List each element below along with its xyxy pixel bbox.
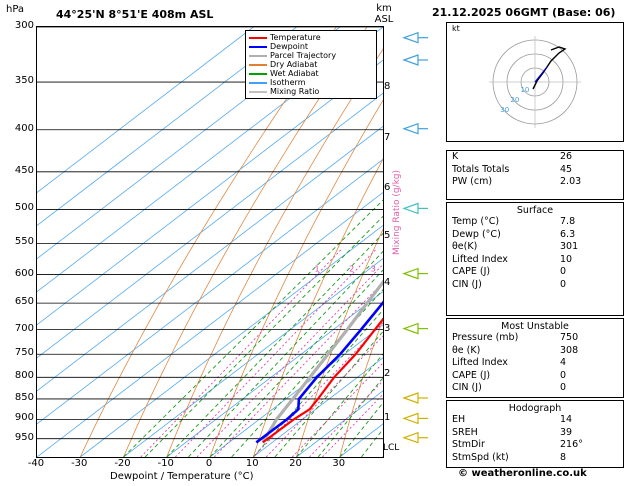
temp-tick-10: 10 (245, 458, 259, 469)
pressure-tick-600: 600 (14, 267, 34, 279)
legend-swatch (249, 55, 267, 57)
km-unit-label: km (376, 3, 392, 14)
legend-label: Mixing Ratio (270, 86, 320, 96)
temp-tick--30: -30 (71, 458, 88, 469)
row-value: 8 (560, 451, 567, 463)
asl-unit-label: ASL (374, 14, 394, 25)
row-label: θe (K) (452, 344, 481, 356)
table-row (447, 241, 623, 254)
pressure-tick-950: 950 (14, 431, 34, 443)
legend-swatch (249, 91, 267, 93)
legend-label: Dewpoint (270, 41, 309, 51)
pressure-tick-900: 900 (14, 412, 34, 424)
row-value: 216° (560, 439, 583, 450)
mixing-ratio-lines (141, 250, 383, 457)
temp-tick-20: 20 (289, 458, 302, 469)
temp-tick--10: -10 (157, 458, 174, 469)
km-tick-1: 1 (384, 411, 391, 423)
wind-barb (404, 55, 428, 65)
pressure-tick-850: 850 (14, 391, 34, 403)
km-tick-3: 3 (384, 323, 391, 335)
pressure-tick-450: 450 (14, 164, 34, 176)
legend-label: Parcel Trajectory (270, 50, 337, 60)
table-row (447, 254, 623, 267)
svg-text:3: 3 (370, 264, 376, 274)
table-row (447, 370, 623, 383)
wind-barb (404, 269, 428, 279)
row-label: CIN (J) (452, 382, 482, 393)
row-value: 14 (560, 414, 573, 425)
mixing-ratio-axis-label: Mixing Ratio (g/kg) (392, 169, 402, 255)
copyright-label: © weatheronline.co.uk (458, 468, 587, 479)
wind-barb (404, 124, 428, 134)
temp-tick--20: -20 (114, 458, 131, 469)
row-value: 0 (560, 266, 567, 277)
km-tick-8: 8 (384, 81, 391, 93)
row-value: 26 (560, 151, 573, 162)
row-value: 4 (560, 357, 567, 368)
pressure-tick-350: 350 (14, 75, 34, 87)
wind-barb (404, 393, 428, 403)
km-tick-4: 4 (384, 276, 391, 288)
km-tick-2: 2 (384, 368, 391, 380)
pressure-tick-500: 500 (14, 202, 34, 214)
table-row (447, 345, 623, 358)
panel-title: Most Unstable (501, 321, 569, 332)
table-row (447, 266, 623, 279)
pressure-tick-800: 800 (14, 370, 34, 382)
table-row (447, 414, 623, 427)
legend-label: Temperature (270, 32, 321, 42)
row-label: SREH (452, 426, 478, 438)
hodograph-svg (447, 23, 623, 141)
station-title: 44°25'N 8°51'E 408m ASL (56, 8, 214, 21)
svg-text:30: 30 (500, 106, 510, 115)
row-label: K (452, 151, 459, 162)
legend-label: Dry Adiabat (270, 59, 318, 69)
legend (245, 30, 377, 99)
row-value: 39 (560, 426, 573, 438)
row-label: Pressure (mb) (452, 332, 519, 343)
wind-barb (404, 324, 428, 334)
row-label: StmDir (452, 439, 485, 450)
xaxis-title: Dewpoint / Temperature (°C) (110, 471, 254, 482)
pressure-tick-300: 300 (14, 20, 34, 31)
surface-panel (446, 202, 624, 316)
indices-panel (446, 150, 624, 200)
row-value: 45 (560, 163, 573, 175)
row-value: 0 (560, 382, 567, 393)
km-tick-6: 6 (384, 181, 391, 193)
temp-tick-0: 0 (205, 458, 213, 469)
legend-swatch (249, 37, 267, 39)
row-label: StmSpd (kt) (452, 451, 509, 463)
table-row (447, 151, 623, 164)
row-label: Totals Totals (452, 163, 510, 175)
legend-item (249, 87, 373, 96)
legend-item (249, 69, 373, 78)
wind-barb (404, 413, 428, 423)
svg-text:1: 1 (314, 264, 320, 274)
row-value: 308 (560, 344, 579, 356)
row-label: PW (cm) (452, 176, 493, 187)
temp-tick-30: 30 (332, 458, 346, 469)
wind-barb (404, 203, 428, 213)
svg-text:10: 10 (520, 86, 530, 95)
km-tick-5: 5 (384, 229, 391, 241)
row-label: CAPE (J) (452, 266, 491, 277)
hodograph-panel (446, 400, 624, 468)
legend-swatch (249, 46, 267, 48)
table-row (447, 229, 623, 242)
svg-text:2: 2 (349, 264, 355, 274)
most-unstable-panel (446, 318, 624, 398)
table-row (447, 382, 623, 395)
pressure-tick-700: 700 (14, 322, 34, 334)
row-label: EH (452, 414, 466, 425)
pressure-unit-label: hPa (6, 4, 25, 15)
row-label: Dewp (°C) (452, 228, 501, 240)
row-label: Temp (°C) (452, 216, 500, 227)
row-value: 10 (560, 253, 573, 265)
row-value: 2.03 (560, 176, 582, 187)
row-label: Lifted Index (452, 253, 508, 265)
svg-text:20: 20 (510, 96, 520, 105)
row-value: 7.8 (560, 216, 576, 227)
table-row (447, 279, 623, 292)
table-row (447, 452, 623, 465)
lcl-label: LCL (383, 443, 400, 453)
row-label: Lifted Index (452, 357, 508, 368)
pressure-tick-400: 400 (14, 122, 34, 134)
row-value: 6.3 (560, 228, 576, 240)
temp-tick--40: -40 (27, 458, 45, 469)
legend-item (249, 33, 373, 42)
wind-barb (404, 433, 428, 443)
row-label: CIN (J) (452, 278, 482, 290)
hodograph-unit-label: kt (452, 24, 460, 33)
table-row (447, 164, 623, 177)
panel-title: Hodograph (508, 403, 562, 414)
table-row (447, 439, 623, 452)
wind-barb-column (398, 26, 442, 456)
legend-swatch (249, 82, 267, 84)
row-label: CAPE (J) (452, 369, 491, 381)
row-value: 750 (560, 332, 579, 343)
legend-swatch (249, 64, 267, 66)
legend-label: Wet Adiabat (270, 68, 319, 78)
table-row (447, 216, 623, 229)
table-row (447, 427, 623, 440)
row-value: 0 (560, 369, 567, 381)
panel-title: Surface (516, 205, 554, 216)
km-tick-7: 7 (384, 131, 391, 143)
legend-swatch (249, 73, 267, 75)
pressure-tick-750: 750 (14, 347, 34, 359)
table-row (447, 357, 623, 370)
wind-barb (404, 33, 428, 43)
pressure-tick-650: 650 (14, 296, 34, 308)
legend-label: Isotherm (270, 77, 306, 87)
row-value: 0 (560, 278, 567, 290)
pressure-tick-550: 550 (14, 236, 34, 248)
row-label: θe(K) (452, 241, 478, 252)
hodograph (446, 22, 624, 142)
date-title: 21.12.2025 06GMT (Base: 06) (432, 6, 616, 19)
row-value: 301 (560, 241, 579, 252)
table-row (447, 176, 623, 189)
table-row (447, 332, 623, 345)
